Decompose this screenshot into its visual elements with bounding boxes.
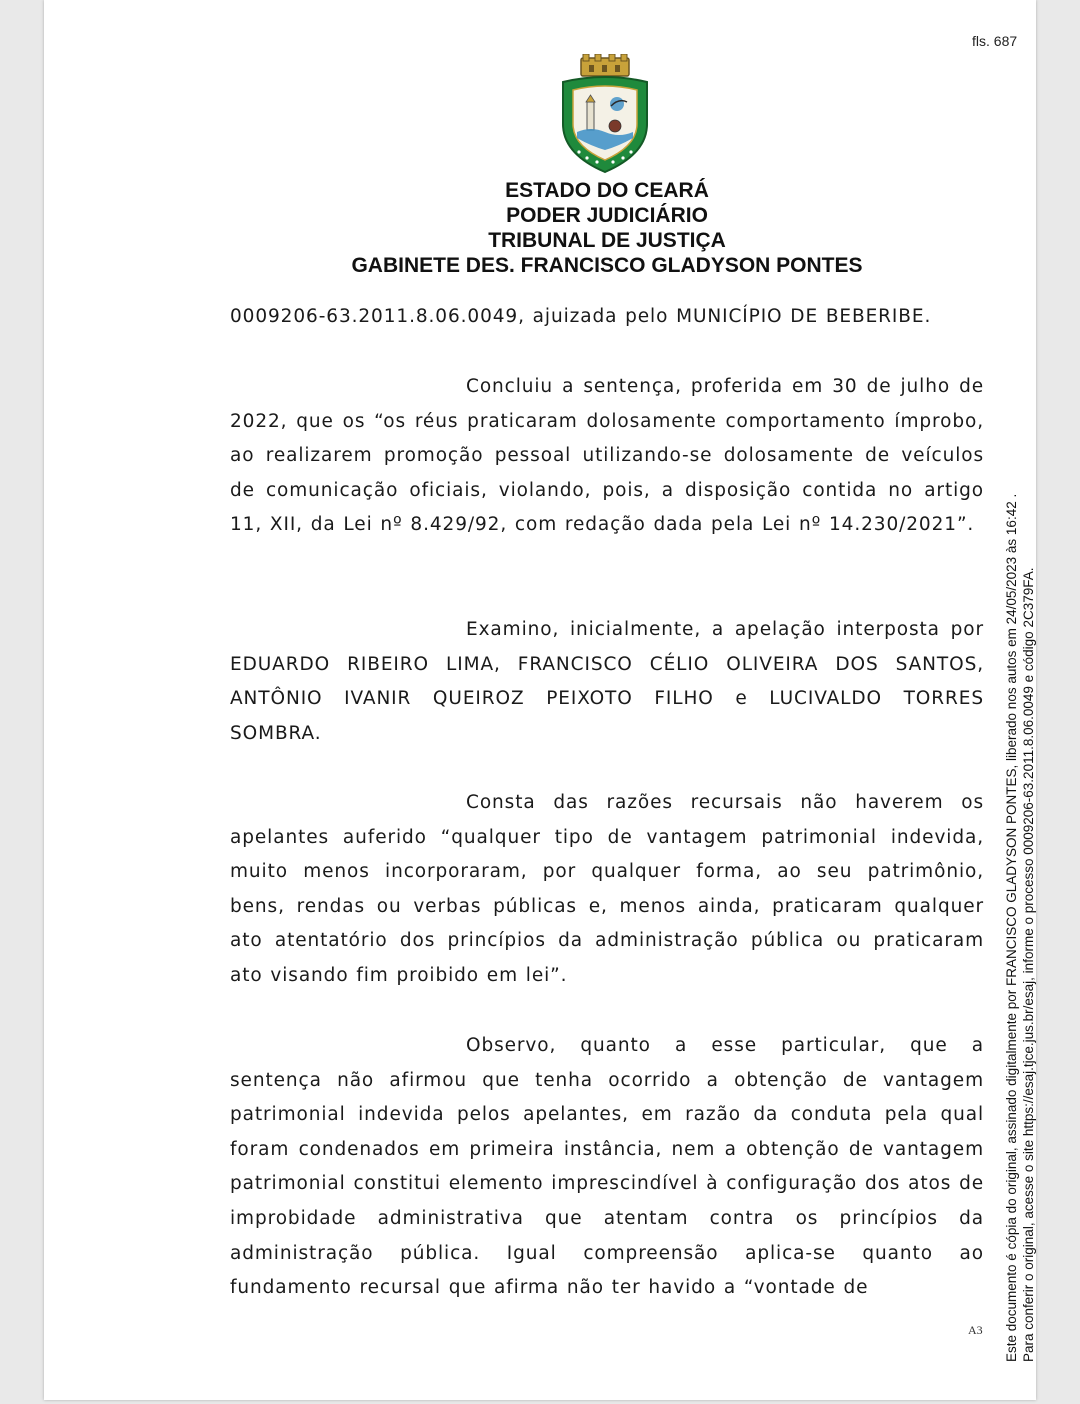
paragraph-appeal: Examino, inicialmente, a apelação interposta por EDUARDO RIBEIRO LIMA, FRANCISCO CÉLIO OLIVEIRA DOS SANTOS, ANTÔNIO IVANIR QUEIROZ PEIXOTO FILHO e LUCIVALDO TORRES SOMBRA. (230, 619, 984, 744)
paragraph-sentence: Concluiu a sentença, proferida em 30 de julho de 2022, que os “os réus praticaram dolosamente comportamento ímprobo, ao realizarem promoção pessoal utilizando-se dolosamente de veículos de comunicação oficiais, violando, pois, a disposição contida no artigo 11, XII, da Lei nº 8.429/92, com redação dada pela Lei nº 14.230/2021”. (230, 376, 984, 536)
header-court: TRIBUNAL DE JUSTIÇA (488, 229, 726, 252)
folio-number: fls. 687 (972, 33, 1018, 49)
digital-signature-note (1003, 422, 1037, 1362)
document-page (44, 0, 1036, 1400)
document-header (294, 178, 920, 278)
signature-note-line-2: Para conferir o original, acesse o site https://esaj.tjce.jus.br/esaj, informe o processo 0009206-63.2011.8.06.0049 e código 2C379FA. (1021, 567, 1036, 1362)
paragraph-reasons: Consta das razões recursais não haverem os apelantes auferido “qualquer tipo de vantagem patrimonial indevida, muito menos incorporaram, por qualquer forma, ao seu patrimônio, bens, rendas ou verbas públicas e, menos ainda, praticaram qualquer ato atentatório dos princípios da administração pública ou praticaram ato visando fim proibido em lei”. (230, 792, 984, 986)
signature-note-line-1: Este documento é cópia do original, assinado digitalmente por FRANCISCO GLADYSON PONTES, liberado nos autos em 24/05/2023 às 16:42 . (1004, 493, 1019, 1362)
ceara-coat-of-arms-icon (555, 54, 655, 176)
header-state: ESTADO DO CEARÁ (505, 179, 709, 202)
page-mark: A3 (968, 1323, 983, 1337)
header-office: GABINETE DES. FRANCISCO GLADYSON PONTES (351, 254, 863, 277)
paragraph-case-number: 0009206-63.2011.8.06.0049, ajuizada pelo MUNICÍPIO DE BEBERIBE. (230, 306, 932, 327)
paragraph-observation: Observo, quanto a esse particular, que a sentença não afirmou que tenha ocorrido a obtenção de vantagem patrimonial indevida pelos apelantes, em razão da conduta pela qual foram condenados em primeira instância, nem a obtenção de vantagem patrimonial constitui elemento imprescindível à configuração dos atos de improbidade administrativa que atentam contra os princípios da administração pública. Igual compreensão aplica-se quanto ao fundamento recursal que afirma não ter havido a “vontade de (230, 1035, 984, 1299)
header-power: PODER JUDICIÁRIO (506, 204, 708, 227)
